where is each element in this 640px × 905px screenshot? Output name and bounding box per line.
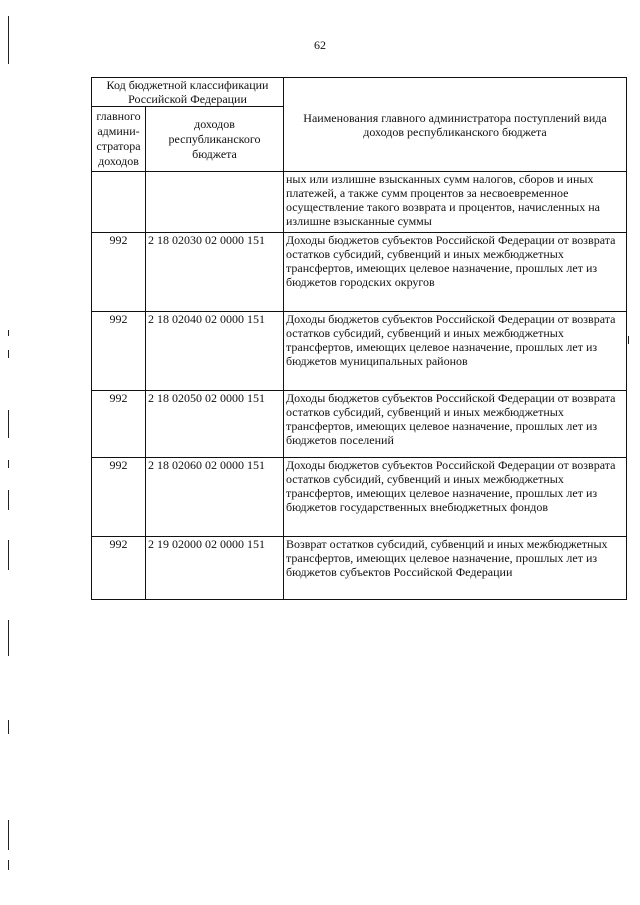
scan-margin-mark bbox=[8, 410, 9, 438]
code-cell: 2 18 02060 02 0000 151 bbox=[146, 458, 284, 537]
admin-cell: 992 bbox=[92, 312, 146, 391]
admin-cell: 992 bbox=[92, 458, 146, 537]
scan-margin-mark bbox=[628, 336, 629, 344]
admin-column-header: главного админи-стратора доходов bbox=[92, 107, 146, 172]
table-row bbox=[92, 233, 627, 312]
name-cell: Доходы бюджетов субъектов Российской Федерации от возврата остатков субсидий, субвенций и иных межбюджетных трансфертов, имеющих целевое назначение, прошлых лет из бюджетов государственных внебюджетных фондов bbox=[284, 458, 627, 537]
admin-cell bbox=[92, 172, 146, 233]
admin-cell: 992 bbox=[92, 391, 146, 458]
name-cell: ных или излишне взысканных сумм налогов, сборов и иных платежей, а также сумм процентов за несвоевременное осуществление такого возврата и процентов, начисленных на излишне взысканные суммы bbox=[284, 172, 627, 233]
code-cell bbox=[146, 172, 284, 233]
scan-margin-mark bbox=[8, 820, 9, 850]
name-cell: Возврат остатков субсидий, субвенций и иных межбюджетных трансфертов, имеющих целевое назначение, прошлых лет из бюджетов субъектов Российской Федерации bbox=[284, 537, 627, 600]
budget-classification-table bbox=[91, 77, 627, 600]
scan-margin-mark bbox=[8, 860, 9, 870]
scan-margin-mark bbox=[8, 460, 9, 468]
admin-cell: 992 bbox=[92, 233, 146, 312]
table-header-row bbox=[92, 78, 627, 107]
scan-margin-mark bbox=[8, 330, 9, 336]
scan-margin-mark bbox=[8, 540, 9, 570]
classification-code-header: Код бюджетной классификации Российской Федерации bbox=[92, 78, 284, 107]
table-row bbox=[92, 537, 627, 600]
scan-margin-mark bbox=[8, 490, 9, 510]
code-cell: 2 18 02040 02 0000 151 bbox=[146, 312, 284, 391]
scan-margin-mark bbox=[8, 350, 9, 358]
code-cell: 2 19 02000 02 0000 151 bbox=[146, 537, 284, 600]
table-row bbox=[92, 172, 627, 233]
code-cell: 2 18 02050 02 0000 151 bbox=[146, 391, 284, 458]
code-column-header: доходов республиканского бюджета bbox=[146, 107, 284, 172]
name-cell: Доходы бюджетов субъектов Российской Федерации от возврата остатков субсидий, субвенций и иных межбюджетных трансфертов, имеющих целевое назначение, прошлых лет из бюджетов поселений bbox=[284, 391, 627, 458]
table-row bbox=[92, 391, 627, 458]
scan-margin-mark bbox=[8, 620, 9, 656]
code-cell: 2 18 02030 02 0000 151 bbox=[146, 233, 284, 312]
name-column-header: Наименования главного администратора поступлений вида доходов республиканского бюджета bbox=[284, 78, 627, 172]
page-number: 62 bbox=[314, 38, 326, 52]
table-row bbox=[92, 312, 627, 391]
name-cell: Доходы бюджетов субъектов Российской Федерации от возврата остатков субсидий, субвенций и иных межбюджетных трансфертов, имеющих целевое назначение, прошлых лет из бюджетов муниципальных районов bbox=[284, 312, 627, 391]
scan-margin-mark bbox=[8, 720, 9, 734]
admin-cell: 992 bbox=[92, 537, 146, 600]
table-row bbox=[92, 458, 627, 537]
name-cell: Доходы бюджетов субъектов Российской Федерации от возврата остатков субсидий, субвенций и иных межбюджетных трансфертов, имеющих целевое назначение, прошлых лет из бюджетов городских округов bbox=[284, 233, 627, 312]
